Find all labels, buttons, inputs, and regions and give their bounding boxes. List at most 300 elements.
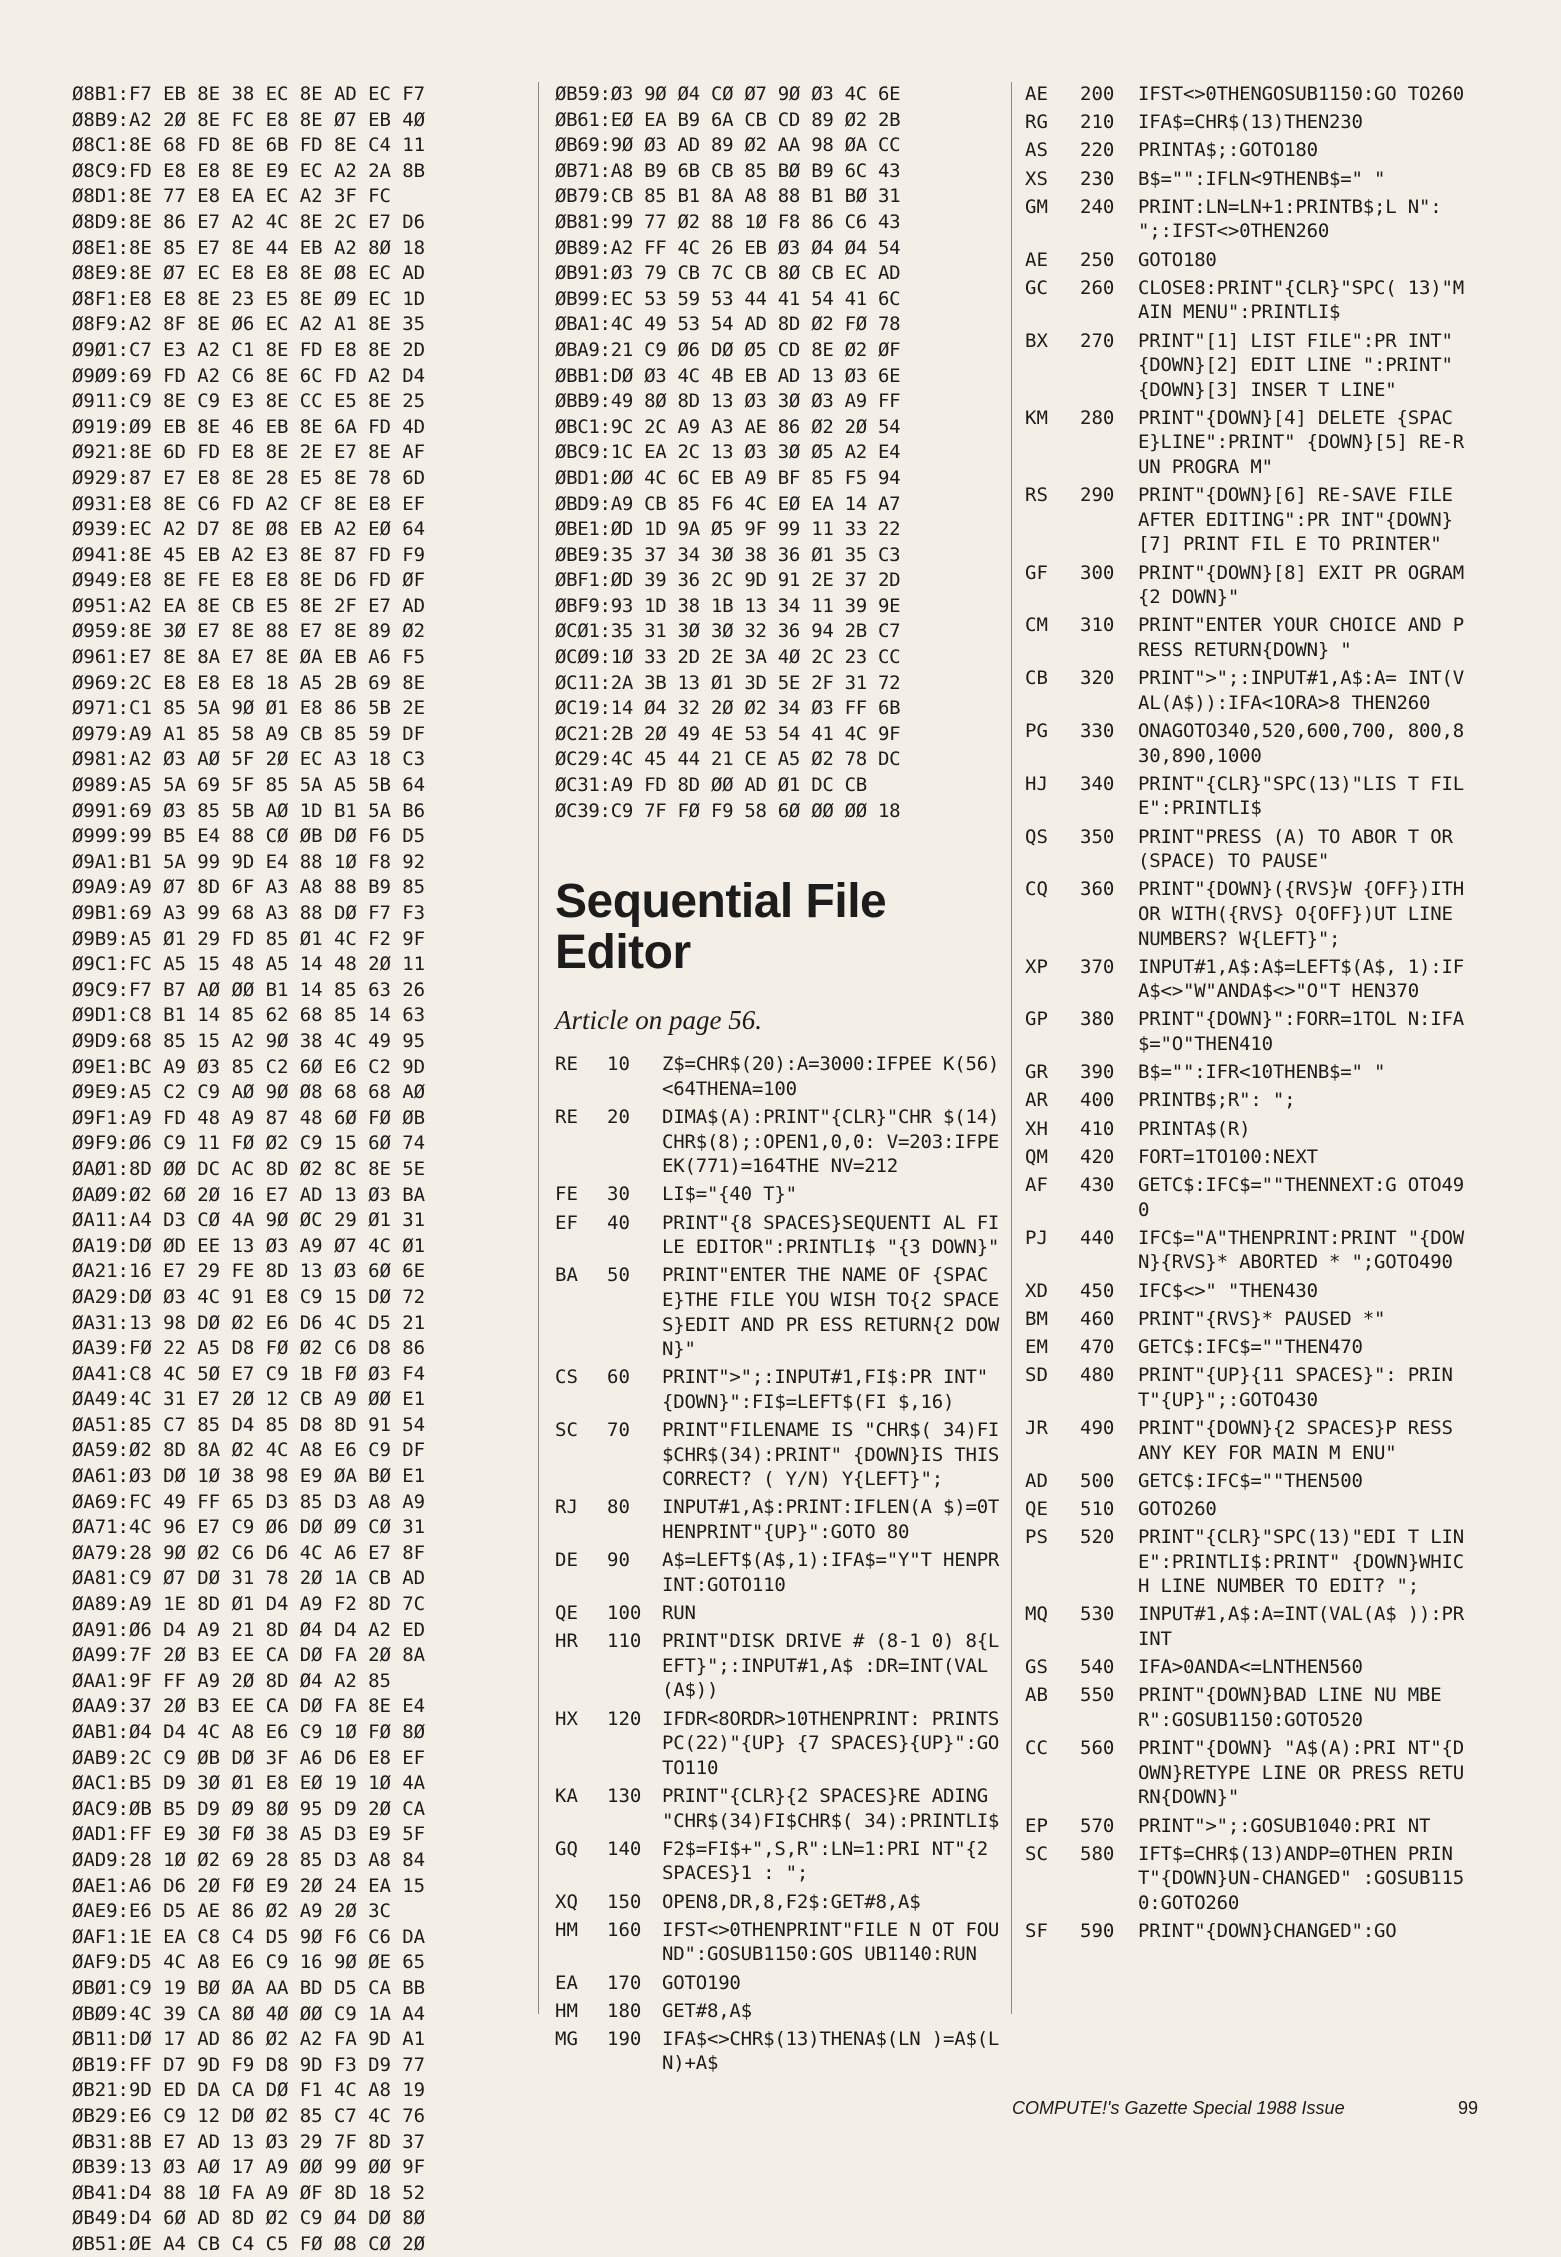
hex-row: ØAE1:A6 D6 2Ø FØ E9 2Ø 24 EA 15 [72,1874,426,1897]
basic-line-line-number: 10 [607,1053,630,1076]
basic-line-checksum: HX [555,1707,578,1730]
hex-row: Ø9C9:F7 B7 AØ ØØ B1 14 85 63 26 [72,978,426,1001]
column-divider-1 [538,82,539,2014]
hex-row: ØB61:EØ EA B9 6A CB CD 89 Ø2 2B [555,108,901,131]
basic-line [1025,1736,1475,1810]
basic-line-line-number: 290 [1080,484,1115,507]
hex-row: Ø8B1:F7 EB 8E 38 EC 8E AD EC F7 [72,83,426,105]
hex-row: ØA51:85 C7 85 D4 85 D8 8D 91 54 [72,1413,426,1436]
hex-row: Ø9D9:68 85 15 A2 9Ø 38 4C 49 95 [72,1029,426,1052]
basic-line [555,1999,1002,2024]
basic-line-code: PRINT">";:INPUT#1,FI$:PR INT"{DOWN}":FI$=LEFT$(FI $,16) [662,1366,988,1413]
hex-row: Ø921:8E 6D FD E8 8E 2E E7 8E AF [72,441,426,464]
basic-line-checksum: HM [555,1999,578,2022]
basic-line-checksum: BX [1025,329,1048,352]
basic-line-checksum: MG [555,2027,578,2050]
basic-line-line-number: 70 [607,1419,630,1442]
hex-row: Ø981:A2 Ø3 AØ 5F 2Ø EC A3 18 C3 [72,748,426,771]
basic-line-checksum: CQ [1025,878,1048,901]
basic-line-line-number: 130 [607,1784,642,1807]
basic-line-checksum: XP [1025,955,1048,978]
basic-line-checksum: AE [1025,83,1048,105]
basic-line [1025,1117,1475,1142]
basic-line-checksum: EP [1025,1814,1048,1837]
basic-line-code: PRINT"{DOWN}":FORR=1TOL N:IFA$="O"THEN410 [1138,1008,1464,1056]
basic-line [1025,138,1475,163]
hex-row: ØAD1:FF E9 3Ø FØ 38 A5 D3 E9 5F [72,1823,426,1846]
basic-line [1025,825,1475,874]
hex-row: ØBC1:9C 2C A9 A3 AE 86 Ø2 2Ø 54 [555,415,901,438]
hex-row: Ø931:E8 8E C6 FD A2 CF 8E E8 EF [72,492,426,515]
basic-line-code: PRINT"{RVS}* PAUSED *" [1138,1307,1386,1330]
hex-row: ØB99:EC 53 59 53 44 41 54 41 6C [555,287,901,310]
basic-line-line-number: 140 [607,1837,642,1860]
basic-line-line-number: 300 [1080,561,1115,584]
basic-line-line-number: 260 [1080,276,1115,299]
basic-line-line-number: 400 [1080,1089,1115,1112]
basic-line-code: PRINT"{DOWN}[8] EXIT PR OGRAM{2 DOWN}" [1138,561,1464,609]
hex-row: ØC39:C9 7F FØ F9 58 6Ø ØØ ØØ 18 [555,799,901,822]
basic-line-checksum: PS [1025,1526,1048,1549]
hex-row: Ø949:E8 8E FE E8 E8 8E D6 FD ØF [72,569,426,592]
hex-row: Ø8D1:8E 77 E8 EA EC A2 3F FC [72,185,391,208]
basic-line-checksum: QM [1025,1145,1048,1168]
basic-line-code: B$="":IFLN<9THENB$=" " [1138,167,1386,190]
hex-row: ØC19:14 Ø4 32 2Ø Ø2 34 Ø3 FF 6B [555,697,901,720]
basic-line-code: PRINTA$;:GOTO180 [1138,139,1318,162]
hex-row: Ø9A9:A9 Ø7 8D 6F A3 A8 88 B9 85 [72,876,426,899]
hex-row: Ø8C1:8E 68 FD 8E 6B FD 8E C4 11 [72,134,426,157]
basic-line-code: Z$=CHR$(20):A=3000:IFPEE K(56)<64THENA=100 [662,1053,1000,1100]
basic-line [555,1182,1002,1207]
basic-listing-2 [1025,82,1475,1944]
hex-row: ØA81:C9 Ø7 DØ 31 78 2Ø 1A CB AD [72,1567,426,1590]
basic-line-code: GOTO180 [1138,248,1217,271]
basic-line-checksum: CM [1025,614,1048,637]
basic-line-line-number: 40 [607,1211,630,1234]
basic-line-code: PRINT"ENTER THE NAME OF {SPACE}THE FILE YOU WISH TO{2 SPACES}EDIT AND PR ESS RETURN{2 DOWN}" [662,1264,1000,1361]
hex-row: ØA79:28 9Ø Ø2 C6 D6 4C A6 E7 8F [72,1541,426,1564]
hex-row: ØA59:Ø2 8D 8A Ø2 4C A8 E6 C9 DF [72,1439,426,1462]
hex-row: Ø939:EC A2 D7 8E Ø8 EB A2 EØ 64 [72,518,426,541]
hex-row: ØA39:FØ 22 A5 D8 FØ Ø2 C6 D8 86 [72,1337,426,1360]
basic-line-code: PRINT:LN=LN+1:PRINTB$;L N": ";:IFST<>0THEN260 [1138,195,1453,243]
hex-row: Ø911:C9 8E C9 E3 8E CC E5 8E 25 [72,390,426,413]
hex-row: ØA11:A4 D3 CØ 4A 9Ø ØC 29 Ø1 31 [72,1209,426,1232]
basic-line-line-number: 420 [1080,1145,1115,1168]
basic-line [1025,1363,1475,1412]
basic-line [1025,1683,1475,1732]
basic-line [555,1211,1002,1260]
basic-line-code: IFA$<>CHR$(13)THENA$(LN )=A$(LN)+A$ [662,2027,1000,2075]
basic-line-code: IFA>0ANDA<=LNTHEN560 [1138,1656,1363,1679]
basic-line-checksum: GM [1025,195,1048,218]
hex-listing-1 [72,82,524,2257]
basic-line-line-number: 530 [1080,1603,1115,1626]
basic-line-code: IFST<>0THENPRINT"FILE N OT FOUND":GOSUB1150:GOS UB1140:RUN [662,1918,1000,1966]
basic-line-code: PRINT"{CLR}"SPC(13)"LIS T FILE":PRINTLI$ [1138,772,1464,820]
basic-line-checksum: SF [1025,1920,1048,1943]
hex-row: ØA69:FC 49 FF 65 D3 85 D3 A8 A9 [72,1490,426,1513]
basic-line-code: LI$="{40 T}" [662,1183,797,1206]
basic-line [1025,1145,1475,1170]
basic-line-checksum: EF [555,1211,578,1234]
basic-line-line-number: 170 [607,1971,642,1994]
hex-row: Ø989:A5 5A 69 5F 85 5A A5 5B 64 [72,774,426,797]
hex-row: ØA21:16 E7 29 FE 8D 13 Ø3 6Ø 6E [72,1260,426,1283]
basic-line [555,1365,1002,1414]
basic-line [1025,1525,1475,1599]
basic-line-checksum: DE [555,1549,578,1572]
basic-line-line-number: 50 [607,1264,630,1287]
basic-line-code: IFT$=CHR$(13)ANDP=0THEN PRINT"{DOWN}UN-CHANGED" :GOSUB1150:GOTO260 [1138,1842,1464,1914]
basic-line-code: PRINT"{CLR}{2 SPACES}RE ADING "CHR$(34)FI$CHR$( 34):PRINTLI$ [662,1784,1000,1832]
basic-line-line-number: 440 [1080,1226,1115,1249]
basic-line-code: FORT=1TO100:NEXT [1138,1145,1318,1168]
hex-row: ØB11:DØ 17 AD 86 Ø2 A2 FA 9D A1 [72,2028,426,2051]
hex-row: ØB31:8B E7 AD 13 Ø3 29 7F 8D 37 [72,2130,426,2153]
basic-line-checksum: EA [555,1971,578,1994]
hex-row: Ø8F9:A2 8F 8E Ø6 EC A2 A1 8E 35 [72,313,426,336]
basic-line-checksum: AF [1025,1174,1048,1196]
basic-line-code: PRINT"{DOWN}CHANGED":GO [1138,1920,1397,1943]
hex-row: ØBB9:49 8Ø 8D 13 Ø3 3Ø Ø3 A9 FF [555,390,901,413]
hex-row: ØC31:A9 FD 8D ØØ AD Ø1 DC CB [555,774,867,797]
hex-row: Ø9C1:FC A5 15 48 A5 14 48 2Ø 11 [72,953,426,976]
basic-line-code: GETC$:IFC$=""THEN500 [1138,1469,1363,1492]
basic-line-checksum: CS [555,1366,578,1389]
hex-row: ØA89:A9 1E 8D Ø1 D4 A9 F2 8D 7C [72,1593,426,1616]
basic-line-code: IFDR<8ORDR>10THENPRINT: PRINTSPC(22)"{UP} {7 SPACES}{UP}":GOTO110 [662,1707,1000,1779]
hex-row: ØC11:2A 3B 13 Ø1 3D 5E 2F 31 72 [555,671,901,694]
basic-line-code: INPUT#1,A$:A=INT(VAL(A$ )):PRINT [1138,1603,1464,1651]
basic-line-line-number: 270 [1080,329,1115,352]
basic-line [1025,110,1475,135]
basic-line-line-number: 450 [1080,1279,1115,1302]
basic-line-checksum: HM [555,1918,578,1941]
hex-row: ØBD1:ØØ 4C 6C EB A9 BF 85 F5 94 [555,466,901,489]
basic-line [1025,955,1475,1004]
basic-line-code: PRINT"{UP}{11 SPACES}": PRINT"{UP}";:GOTO430 [1138,1364,1453,1411]
basic-line-code: PRINT"{DOWN} "A$(A):PRI NT"{DOWN}RETYPE LINE OR PRESS RETURN{DOWN}" [1138,1737,1464,1809]
basic-line [1025,772,1475,821]
basic-line-checksum: RG [1025,111,1048,134]
basic-line-code: PRINT"DISK DRIVE # (8-1 0) 8{LEFT}";:INPUT#1,A$ :DR=INT(VAL(A$)) [662,1630,1000,1702]
hex-row: Ø9E1:BC A9 Ø3 85 C2 6Ø E6 C2 9D [72,1055,426,1078]
hex-row: Ø8D9:8E 86 E7 A2 4C 8E 2C E7 D6 [72,210,426,233]
hex-row: Ø999:99 B5 E4 88 CØ ØB DØ F6 D5 [72,825,426,848]
basic-line-checksum: BA [555,1264,578,1287]
basic-line-line-number: 200 [1080,83,1115,105]
basic-line-line-number: 390 [1080,1061,1115,1084]
basic-line-checksum: SD [1025,1364,1048,1387]
basic-line-checksum: QE [555,1602,578,1625]
basic-line-code: A$=LEFT$(A$,1):IFA$="Y"T HENPRINT:GOTO110 [662,1549,1000,1596]
basic-line [555,1418,1011,1492]
page-number: 99 [1458,2098,1479,2118]
hex-row: ØB51:ØE A4 CB C4 C5 FØ Ø8 CØ 2Ø [72,2232,426,2255]
basic-line [1025,1060,1475,1085]
hex-row: ØB71:A8 B9 6B CB 85 BØ B9 6C 43 [555,159,901,182]
hex-row: ØA41:C8 4C 5Ø E7 C9 1B FØ Ø3 F4 [72,1362,426,1385]
basic-line-line-number: 460 [1080,1307,1115,1330]
basic-line-line-number: 560 [1080,1737,1115,1760]
basic-line-checksum: XH [1025,1117,1048,1140]
hex-row: Ø8E9:8E Ø7 EC E8 E8 8E Ø8 EC AD [72,262,426,285]
hex-row: ØA31:13 98 DØ Ø2 E6 D6 4C D5 21 [72,1311,426,1334]
hex-row: ØAB1:Ø4 D4 4C A8 E6 C9 1Ø FØ 8Ø [72,1721,426,1743]
hex-listing-2 [555,82,1002,824]
basic-line-line-number: 110 [607,1630,642,1653]
basic-line-code: PRINTA$(R) [1138,1117,1251,1140]
hex-row: Ø9Ø9:69 FD A2 C6 8E 6C FD A2 D4 [72,364,426,387]
hex-row: ØAØ9:Ø2 6Ø 2Ø 16 E7 AD 13 Ø3 BA [72,1183,426,1206]
basic-listing-1 [555,1052,1011,2076]
basic-line-line-number: 370 [1080,955,1115,978]
basic-line-code: PRINT"{DOWN}({RVS}W {OFF})ITH OR WITH({RVS} O{OFF})UT LINE NUMBERS? W{LEFT}"; [1138,878,1476,950]
basic-line-line-number: 550 [1080,1684,1115,1707]
basic-line-code: GETC$:IFC$=""THENNEXT:G OTO490 [1138,1174,1464,1221]
basic-line-code: GOTO260 [1138,1497,1217,1520]
basic-line-line-number: 590 [1080,1920,1115,1943]
hex-row: Ø971:C1 85 5A 9Ø Ø1 E8 86 5B 2E [72,697,426,720]
hex-row: ØB49:D4 6Ø AD 8D Ø2 C9 Ø4 DØ 8Ø [72,2207,426,2230]
hex-row: ØC29:4C 45 44 21 CE A5 Ø2 78 DC [555,748,901,771]
basic-line-line-number: 100 [607,1602,642,1625]
basic-line-checksum: EM [1025,1335,1048,1358]
basic-line-line-number: 320 [1080,667,1115,690]
article-title-line-1: Sequential File [555,875,887,929]
basic-line-checksum: RJ [555,1496,578,1519]
basic-line-line-number: 360 [1080,878,1115,901]
basic-line-code: PRINT"[1] LIST FILE":PR INT"{DOWN}[2] EDIT LINE ":PRINT"{DOWN}[3] INSER T LINE" [1138,329,1453,401]
basic-line [1025,1814,1475,1839]
hex-row: Ø8B9:A2 2Ø 8E FC E8 8E Ø7 EB 4Ø [72,108,426,131]
hex-row: ØAF1:1E EA C8 C4 D5 9Ø F6 C6 DA [72,1925,426,1948]
basic-line [1025,167,1475,192]
hex-row: Ø8C9:FD E8 E8 8E E9 EC A2 2A 8B [72,159,426,182]
hex-row: ØB19:FF D7 9D F9 D8 9D F3 D9 77 [72,2053,426,2076]
basic-line-code: PRINT"{DOWN}[6] RE-SAVE FILE AFTER EDITING":PR INT"{DOWN}[7] PRINT FIL E TO PRINTER" [1138,484,1464,556]
hex-row: Ø9B9:A5 Ø1 29 FD 85 Ø1 4C F2 9F [72,927,426,950]
basic-line-line-number: 20 [607,1106,630,1128]
basic-line [1025,483,1475,557]
basic-line [1025,1307,1475,1332]
basic-line [1025,1088,1475,1113]
hex-row: ØB39:13 Ø3 AØ 17 A9 ØØ 99 ØØ 9F [72,2156,426,2179]
basic-line-checksum: SC [1025,1842,1048,1865]
basic-line-code: PRINT"FILENAME IS "CHR$( 34)FI$CHR$(34):PRINT" {DOWN}IS THIS CORRECT? ( Y/N) Y{LEFT}"; [662,1419,1011,1491]
basic-line-line-number: 30 [607,1183,630,1206]
basic-line [1025,1416,1475,1465]
basic-line-line-number: 220 [1080,139,1115,162]
hex-row: ØAE9:E6 D5 AE 86 Ø2 A9 2Ø 3C [72,1900,391,1923]
basic-line [555,2027,1002,2076]
basic-line-line-number: 60 [607,1366,630,1389]
hex-row: Ø9A1:B1 5A 99 9D E4 88 1Ø F8 92 [72,850,426,873]
basic-line-checksum: XS [1025,167,1048,190]
hex-row: Ø9D1:C8 B1 14 85 62 68 85 14 63 [72,1004,426,1027]
basic-line-checksum: XQ [555,1890,578,1913]
basic-line [555,1784,1002,1833]
basic-line-checksum: QS [1025,825,1048,848]
basic-line-line-number: 500 [1080,1469,1115,1492]
basic-line [555,1052,1002,1101]
hex-row: ØAD9:28 1Ø Ø2 69 28 85 D3 A8 84 [72,1848,426,1871]
hex-row: ØB59:Ø3 9Ø Ø4 CØ Ø7 9Ø Ø3 4C 6E [555,83,901,105]
basic-line-checksum: HR [555,1630,578,1653]
basic-line [1025,1655,1475,1680]
basic-line [555,1629,1002,1703]
basic-line-code: PRINT"{DOWN}BAD LINE NU MBER":GOSUB1150:GOTO520 [1138,1684,1442,1731]
basic-line-checksum: CB [1025,667,1048,690]
basic-line-code: PRINT"{8 SPACES}SEQUENTI AL FILE EDITOR":PRINTLI$ "{3 DOWN}" [662,1211,1000,1259]
basic-line-line-number: 580 [1080,1842,1115,1865]
hex-row: ØAF9:D5 4C A8 E6 C9 16 9Ø ØE 65 [72,1951,426,1974]
basic-line [1025,1173,1475,1222]
hex-row: ØAB9:2C C9 ØB DØ 3F A6 D6 E8 EF [72,1746,426,1769]
hex-row: ØA71:4C 96 E7 C9 Ø6 DØ Ø9 CØ 31 [72,1516,426,1539]
basic-line-code: INPUT#1,A$:A$=LEFT$(A$, 1):IFA$<>"W"ANDA$<>"O"T HEN370 [1138,955,1464,1003]
basic-line-checksum: CC [1025,1737,1048,1760]
hex-row: ØA29:DØ Ø3 4C 91 E8 C9 15 DØ 72 [72,1285,426,1308]
hex-row: ØB29:E6 C9 12 DØ Ø2 85 C7 4C 76 [72,2104,426,2127]
hex-row: ØA99:7F 2Ø B3 EE CA DØ FA 2Ø 8A [72,1644,426,1667]
hex-row: Ø959:8E 3Ø E7 8E 88 E7 8E 89 Ø2 [72,620,426,643]
basic-line-code: PRINT"PRESS (A) TO ABOR T OR (SPACE) TO PAUSE" [1138,825,1464,873]
basic-line-line-number: 540 [1080,1656,1115,1679]
basic-line [1025,1469,1475,1494]
hex-row: ØA91:Ø6 D4 A9 21 8D Ø4 D4 A2 ED [72,1618,426,1641]
hex-row: ØBB1:DØ Ø3 4C 4B EB AD 13 Ø3 6E [555,364,901,387]
basic-line-line-number: 190 [607,2027,642,2050]
basic-line [555,1918,1002,1967]
basic-line [1025,195,1475,244]
hex-row: ØB41:D4 88 1Ø FA A9 ØF 8D 18 52 [72,2181,426,2204]
basic-line-checksum: XD [1025,1279,1048,1302]
hex-row: ØB81:99 77 Ø2 88 1Ø F8 86 C6 43 [555,210,901,233]
hex-row: ØBØ9:4C 39 CA 8Ø 4Ø ØØ C9 1A A4 [72,2002,426,2025]
hex-row: ØBC9:1C EA 2C 13 Ø3 3Ø Ø5 A2 E4 [555,441,901,464]
basic-line-line-number: 250 [1080,248,1115,271]
hex-row: ØBA9:21 C9 Ø6 DØ Ø5 CD 8E Ø2 ØF [555,338,901,361]
hex-row: ØBA1:4C 49 53 54 AD 8D Ø2 FØ 78 [555,313,901,336]
basic-line-line-number: 340 [1080,772,1115,795]
hex-row: ØB89:A2 FF 4C 26 EB Ø3 Ø4 Ø4 54 [555,236,901,259]
basic-line-code: OPEN8,DR,8,F2$:GET#8,A$ [662,1890,921,1913]
basic-line-line-number: 520 [1080,1526,1115,1549]
basic-line [555,1105,1002,1179]
basic-line-line-number: 330 [1080,719,1115,742]
basic-line [1025,1226,1475,1275]
hex-row: Ø919:Ø9 EB 8E 46 EB 8E 6A FD 4D [72,415,426,438]
hex-row: ØB91:Ø3 79 CB 7C CB 8Ø CB EC AD [555,262,901,285]
basic-line-checksum: RE [555,1106,578,1128]
hex-row: ØAØ1:8D ØØ DC AC 8D Ø2 8C 8E 5E [72,1157,426,1180]
basic-line-checksum: PG [1025,719,1048,742]
basic-line-checksum: AR [1025,1089,1048,1112]
basic-line [1025,1279,1475,1304]
basic-line [1025,877,1475,951]
basic-line-code: PRINT">";:INPUT#1,A$:A= INT(VAL(A$)):IFA<1ORA>8 THEN260 [1138,667,1464,714]
column-1 [72,82,524,2257]
basic-line-code: DIMA$(A):PRINT"{CLR}"CHR $(14)CHR$(8);:OPEN1,0,0: V=203:IFPEEK(771)=164THE NV=212 [662,1106,1000,1178]
hex-row: ØBF1:ØD 39 36 2C 9D 91 2E 37 2D [555,569,901,592]
basic-line-line-number: 160 [607,1918,642,1941]
basic-line [1025,1497,1475,1522]
hex-row: ØA49:4C 31 E7 2Ø 12 CB A9 ØØ E1 [72,1388,426,1411]
basic-line [555,1495,1002,1544]
basic-line-code: IFC$<>" "THEN430 [1138,1279,1318,1302]
basic-line-checksum: AD [1025,1469,1048,1492]
basic-line-line-number: 480 [1080,1364,1115,1387]
basic-line-checksum: GS [1025,1656,1048,1679]
basic-line-line-number: 490 [1080,1416,1115,1439]
basic-line [1025,1842,1475,1916]
basic-line [555,1971,1002,1996]
basic-line [1025,561,1475,610]
basic-line-line-number: 280 [1080,406,1115,429]
basic-line-code: GET#8,A$ [662,1999,752,2022]
article-title [555,876,1002,978]
hex-row: ØA19:DØ ØD EE 13 Ø3 A9 Ø7 4C Ø1 [72,1234,426,1257]
basic-line-line-number: 570 [1080,1814,1115,1837]
basic-line [1025,719,1475,768]
basic-line-code: PRINT">";:GOSUB1040:PRI NT [1138,1814,1431,1837]
basic-line [1025,82,1475,107]
basic-line-checksum: GC [1025,276,1048,299]
basic-line-checksum: KA [555,1784,578,1807]
hex-row: ØA61:Ø3 DØ 1Ø 38 98 E9 ØA BØ E1 [72,1465,426,1488]
basic-line [1025,613,1475,662]
column-2 [555,82,1011,2080]
hex-row: Ø8E1:8E 85 E7 8E 44 EB A2 8Ø 18 [72,236,426,259]
basic-line-checksum: AS [1025,139,1048,162]
hex-row: Ø969:2C E8 E8 E8 18 A5 2B 69 8E [72,671,426,694]
hex-row: ØAA9:37 2Ø B3 EE CA DØ FA 8E E4 [72,1695,426,1718]
basic-line-line-number: 380 [1080,1008,1115,1031]
basic-line-checksum: GF [1025,561,1048,584]
hex-row: Ø941:8E 45 EB A2 E3 8E 87 FD F9 [72,543,426,566]
basic-line-checksum: JR [1025,1416,1048,1439]
basic-line [555,1837,1002,1886]
basic-line-code: IFC$="A"THENPRINT:PRINT "{DOWN}{RVS}* ABORTED * ";GOTO490 [1138,1226,1464,1274]
basic-line-checksum: KM [1025,406,1048,429]
basic-line-checksum: AB [1025,1684,1048,1707]
hex-row: Ø979:A9 A1 85 58 A9 CB 85 59 DF [72,722,426,745]
hex-row: ØB21:9D ED DA CA DØ F1 4C A8 19 [72,2079,426,2102]
basic-line-code: ONAGOTO340,520,600,700, 800,830,890,1000 [1138,719,1464,767]
hex-row: ØBE9:35 37 34 3Ø 38 36 Ø1 35 C3 [555,543,901,566]
basic-line-code: CLOSE8:PRINT"{CLR}"SPC( 13)"MAIN MENU":PRINTLI$ [1138,276,1464,324]
basic-line-checksum: HJ [1025,772,1048,795]
basic-line [1025,1602,1475,1651]
basic-line-checksum: FE [555,1183,578,1206]
basic-line [1025,1335,1475,1360]
hex-row: ØBF9:93 1D 38 1B 13 34 11 39 9E [555,594,901,617]
basic-line-line-number: 240 [1080,195,1115,218]
publication-footer: COMPUTE!'s Gazette Special 1988 Issue [1012,2098,1345,2118]
hex-row: ØAC1:B5 D9 3Ø Ø1 E8 EØ 19 1Ø 4A [72,1772,426,1795]
basic-line [1025,406,1475,480]
basic-line-code: RUN [662,1602,696,1625]
hex-row: ØC21:2B 2Ø 49 4E 53 54 41 4C 9F [555,722,901,745]
basic-line-line-number: 230 [1080,167,1115,190]
basic-line [1025,1007,1475,1056]
basic-line-line-number: 80 [607,1496,630,1519]
basic-line-code: GOTO190 [662,1971,741,1994]
column-divider-2 [1011,82,1012,2014]
